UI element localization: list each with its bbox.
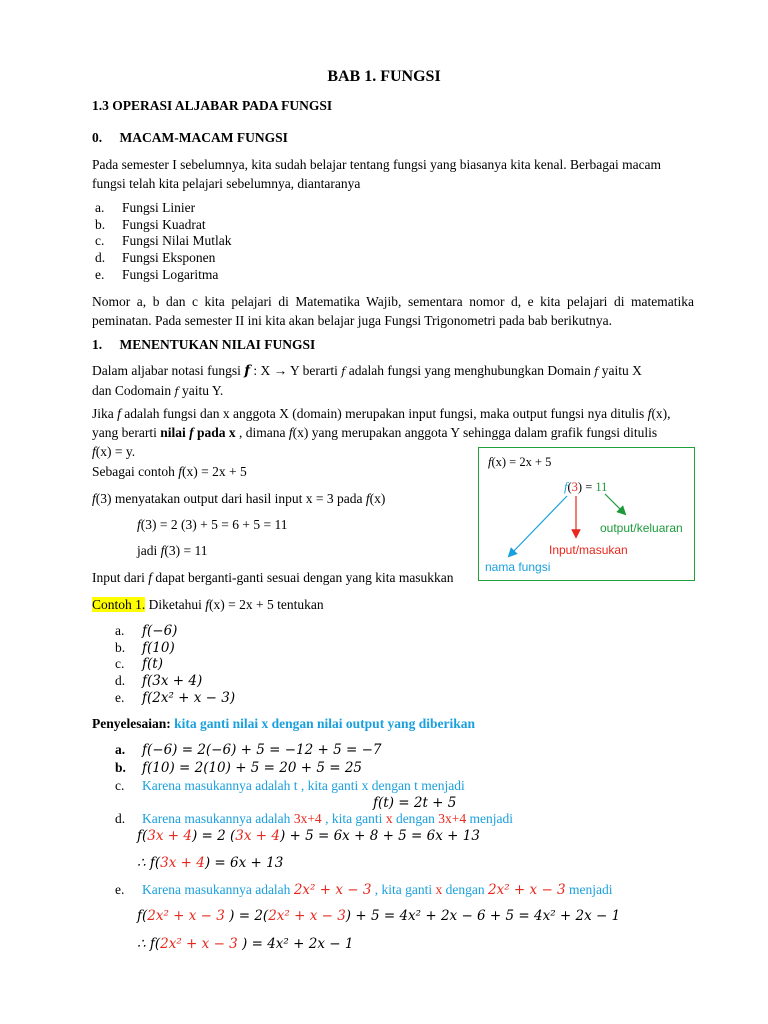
text: yaitu Y.: [178, 383, 224, 398]
list-item: [115, 623, 235, 640]
list-label: e.: [115, 882, 125, 897]
text: ∴ f(: [137, 936, 161, 952]
f3-line: [92, 491, 385, 507]
text: dengan: [392, 811, 439, 826]
list-item: [95, 250, 232, 267]
arrow-output: [605, 494, 623, 512]
highlight: x: [385, 811, 393, 826]
notasi-paragraph: [92, 361, 694, 401]
contoh-label: Contoh 1.: [92, 597, 146, 612]
text: (: [567, 480, 572, 494]
penyelesaian-line: [92, 716, 475, 732]
input-line: [92, 570, 454, 586]
solution-e: [115, 882, 613, 898]
list-label: a.: [115, 742, 126, 757]
solution-e-expr: [137, 908, 620, 924]
subsection-title: MACAM-MACAM FUNGSI: [119, 130, 288, 145]
math-f: f: [189, 425, 194, 440]
function-diagram-box: [478, 447, 695, 581]
subsection-heading-0: [92, 130, 288, 146]
math-f: f: [148, 570, 153, 585]
subsection-heading-1: [92, 337, 315, 353]
nomor-paragraph: Nomor a, b dan c kita pelajari di Matematika Wajib, sementara nomor d, e kita pelajari di matematika peminatan. Pada semester II ini kita akan belajar juga Fungsi Trigonometri pada bab berikutnya.: [92, 294, 694, 328]
text: (x) = 2x + 5: [182, 464, 247, 479]
text: ) + 5 = 4x² + 2x − 6 + 5 = 4x² + 2x − 1: [345, 908, 621, 924]
math-f: f: [205, 597, 210, 612]
text: jadi: [137, 543, 161, 558]
math-f: f: [92, 444, 96, 459]
highlight: 2x² + x − 3: [293, 882, 372, 898]
list-item: [95, 267, 232, 284]
list-item: [115, 673, 235, 690]
highlight: 2x² + x − 3: [268, 908, 346, 924]
text: Input dari: [92, 570, 149, 585]
highlight: x: [435, 882, 443, 897]
contoh1-line: [92, 597, 324, 613]
solution-d-expr: [137, 828, 480, 844]
output-value: 11: [595, 480, 608, 494]
list-label: c.: [115, 778, 125, 793]
question-expr: f(2x² + x − 3): [142, 689, 236, 706]
question-expr: f(−6): [142, 623, 178, 639]
text: (3) menyatakan output dari hasil input x = 3 pada: [95, 491, 366, 506]
list-item: [95, 200, 232, 217]
highlight: 3x + 4: [147, 828, 192, 844]
solution-b: [115, 760, 362, 776]
math-f: f: [288, 425, 293, 440]
math-f: f: [160, 543, 165, 558]
math-f: f: [137, 517, 141, 532]
text: menjadi: [466, 811, 514, 826]
highlight: 3x + 4: [235, 828, 280, 844]
subsection-title: MENENTUKAN NILAI FUNGSI: [119, 337, 316, 352]
list-item: [115, 656, 235, 673]
text: yang berarti: [92, 425, 161, 440]
questions-list: [115, 623, 235, 706]
text: , kita ganti: [321, 811, 386, 826]
list-text: Fungsi Eksponen: [122, 250, 216, 266]
highlight: 3x+4: [293, 811, 322, 826]
math-f: f: [178, 464, 182, 479]
highlight: 3x+4: [438, 811, 467, 826]
list-label: c.: [115, 656, 125, 672]
page-title: BAB 1. FUNGSI: [327, 68, 441, 85]
solution-expr: f(10) = 2(10) + 5 = 20 + 5 = 25: [142, 760, 363, 776]
text: (x): [369, 491, 386, 506]
question-expr: f(3x + 4): [142, 673, 203, 690]
nama-fungsi-label: nama fungsi: [485, 560, 551, 574]
bold-text: nilai: [160, 425, 190, 440]
math-f: f: [341, 365, 346, 378]
text: dengan: [442, 882, 489, 897]
list-item: [95, 217, 232, 234]
intro-paragraph: Pada semester I sebelumnya, kita sudah belajar tentang fungsi yang biasanya kita kenal. Berbagai macam fungsi telah kita pelajari sebelumnya, diantaranya: [92, 157, 662, 191]
calc-line: [137, 517, 287, 533]
math-f: f: [244, 363, 251, 379]
text: (x) = y.: [95, 444, 136, 459]
list-label: d.: [115, 811, 126, 826]
question-expr: f(t): [142, 656, 163, 673]
text: ) + 5 = 6x + 8 + 5 = 6x + 13: [279, 828, 480, 844]
jadi-line: [137, 543, 208, 559]
section-heading: 1.3 OPERASI ALJABAR PADA FUNGSI: [92, 98, 333, 113]
contoh-line: [92, 464, 247, 480]
text: , dimana: [235, 425, 289, 440]
math-f: f: [92, 491, 96, 506]
penyelesaian-label: Penyelesaian:: [92, 716, 171, 731]
list-label: a.: [95, 200, 105, 215]
list-item: [115, 640, 235, 657]
solution-expr: f(−6) = 2(−6) + 5 = −12 + 5 = −7: [142, 742, 382, 758]
text: dapat berganti-ganti sesuai dengan yang kita masukkan: [152, 570, 454, 585]
text: f(: [137, 908, 148, 924]
text: Karena masukannya adalah: [142, 811, 294, 826]
math-f: f: [488, 455, 492, 469]
list-label: e.: [95, 266, 105, 282]
input-label: Input/masukan: [549, 543, 628, 557]
text: ) = 2(: [224, 908, 269, 924]
list-text: Fungsi Kuadrat: [122, 216, 206, 232]
text: Sebagai contoh: [92, 464, 179, 479]
text: yaitu X: [598, 363, 642, 378]
text: (3) = 11: [164, 543, 208, 558]
text: ) = 2 (: [191, 828, 236, 844]
highlight: 2x² + x − 3: [160, 936, 238, 952]
text: dan Codomain: [92, 383, 175, 398]
text: ) = 6x + 13: [204, 855, 284, 871]
text: Karena masukannya adalah: [142, 882, 294, 897]
list-label: e.: [115, 689, 125, 705]
text: Jika: [92, 406, 118, 421]
text: (x) = 2x + 5: [491, 455, 552, 469]
solution-e-therefore: [137, 936, 353, 952]
math-f: f: [647, 406, 652, 421]
text: ) = 4x² + 2x − 1: [237, 936, 354, 952]
text: berarti: [299, 363, 342, 378]
list-text: Fungsi Nilai Mutlak: [122, 233, 232, 249]
highlight: 3x + 4: [160, 855, 205, 871]
text: ) =: [577, 480, 596, 494]
solution-d-therefore: [137, 855, 283, 871]
solution-d: [115, 811, 513, 827]
solution-c: [115, 778, 465, 794]
math-f: f: [365, 491, 370, 506]
input-value: 3: [571, 480, 578, 494]
solution-text: Karena masukannya adalah t , kita ganti x dengan t menjadi: [142, 778, 465, 793]
text: Dalam aljabar notasi fungsi: [92, 363, 245, 378]
text: : X → Y: [250, 363, 300, 378]
penyelesaian-text: kita ganti nilai x dengan nilai output yang diberikan: [170, 716, 475, 731]
list-item: [115, 690, 235, 707]
text: adalah fungsi dan x anggota X (domain) merupakan input fungsi, maka output fungsi nya ditulis: [120, 406, 648, 421]
list-label: d.: [115, 673, 126, 689]
highlight: 2x² + x − 3: [488, 882, 566, 898]
function-types-list: [95, 200, 232, 283]
math-f: f: [594, 365, 599, 378]
text: , kita ganti: [371, 882, 436, 897]
text: f(: [137, 828, 148, 844]
subsection-number: 0.: [92, 130, 103, 145]
math-f: f: [117, 406, 121, 421]
solution-c-expr: f(t) = 2t + 5: [373, 795, 457, 811]
list-label: a.: [115, 623, 125, 638]
highlight: 2x² + x − 3: [147, 908, 225, 924]
list-text: Fungsi Linier: [122, 200, 196, 215]
list-item: [95, 233, 232, 250]
text: (3) = 2 (3) + 5 = 6 + 5 = 11: [140, 517, 288, 532]
list-label: b.: [95, 216, 106, 232]
text: menjadi: [565, 882, 613, 897]
math-f: f: [174, 385, 179, 398]
list-label: b.: [115, 639, 126, 655]
list-label: c.: [95, 233, 105, 249]
output-label: output/keluaran: [600, 521, 683, 535]
list-text: Fungsi Logaritma: [122, 266, 219, 282]
text: Diketahui: [145, 597, 206, 612]
text: ∴ f(: [137, 855, 161, 871]
list-label: b.: [115, 760, 126, 775]
text: (x) yang merupakan anggota Y sehingga dalam grafik fungsi ditulis: [292, 425, 658, 440]
subsection-number: 1.: [92, 337, 103, 352]
solution-a: [115, 742, 382, 758]
text: (x),: [651, 406, 671, 421]
bold-text: pada x: [193, 425, 236, 440]
math-f: f: [564, 480, 568, 494]
text: adalah fungsi yang menghubungkan Domain: [345, 363, 595, 378]
list-label: d.: [95, 250, 106, 266]
question-expr: f(10): [142, 639, 175, 656]
text: (x) = 2x + 5 tentukan: [209, 597, 324, 612]
